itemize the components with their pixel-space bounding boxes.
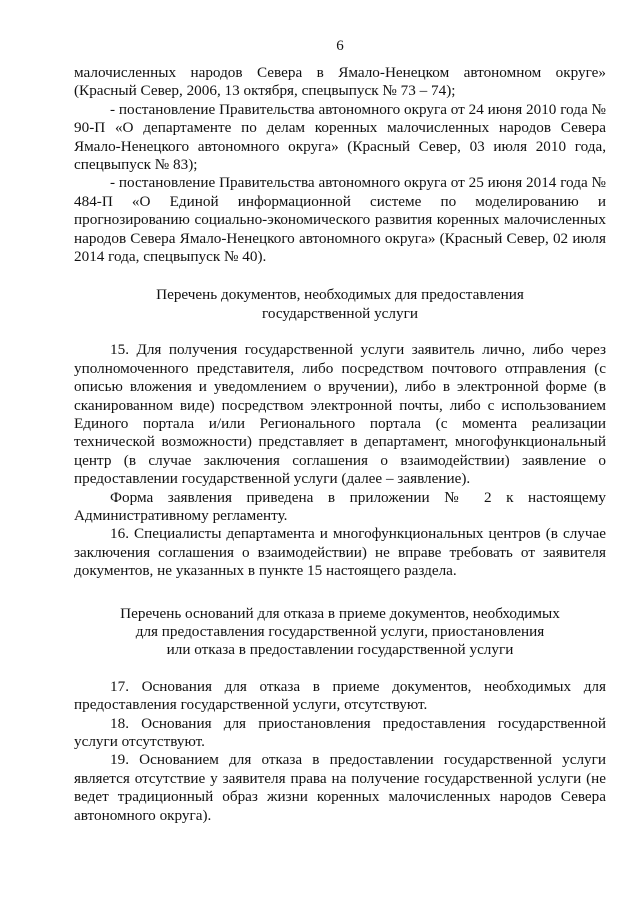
paragraph-18: 18. Основания для приостановления предоставления государственной услуги отсутствуют. bbox=[74, 714, 606, 750]
paragraph-16: 16. Специалисты департамента и многофункциональных центров (в случае заключения соглашения о взаимодействии) не вправе требовать от заявителя документов, не указанных в пункте 15 настоящего раздела. bbox=[74, 525, 606, 580]
paragraph-15-form: Форма заявления приведена в приложении № 2 к настоящему Административному регламенту. bbox=[74, 488, 606, 524]
document-body bbox=[74, 64, 606, 825]
paragraph-decree-484p: - постановление Правительства автономного округа от 25 июня 2014 года № 484-П «О Единой информационной системе по моделированию и прогнозированию социально-экономического развития коренных малочисленных народов Севера Ямало-Ненецкого автономного округа» (Красный Север, 02 июля 2014 года, спецвыпуск № 40). bbox=[74, 174, 606, 266]
section-heading-documents-line1: Перечень документов, необходимых для предоставления bbox=[156, 286, 524, 304]
section-heading-documents-line2: государственной услуги bbox=[262, 304, 418, 322]
paragraph-decree-90p: - постановление Правительства автономного округа от 24 июня 2010 года № 90-П «О департаменте по делам коренных малочисленных народов Севера Ямало-Ненецкого автономного округа» (Красный Север, 03 июля 2010 года, спецвыпуск № 83); bbox=[74, 100, 606, 174]
section-heading-refusal-line1: Перечень оснований для отказа в приеме документов, необходимых bbox=[120, 604, 560, 622]
section-heading-refusal-line3: или отказа в предоставлении государственной услуги bbox=[166, 641, 514, 659]
paragraph-19: 19. Основанием для отказа в предоставлении государственной услуги является отсутствие у заявителя права на получение государственной услуги (не ведет традиционный образ жизни коренных малочисленных народов Севера автономного округа). bbox=[74, 751, 606, 824]
page-number: 6 bbox=[336, 38, 344, 54]
paragraph-continuation: малочисленных народов Севера в Ямало-Ненецком автономном округе» (Красный Север, 2006, 13 октября, спецвыпуск № 73 – 74); bbox=[74, 64, 606, 100]
section-heading-refusal-line2: для предоставления государственной услуги, приостановления bbox=[135, 622, 545, 640]
paragraph-17: 17. Основания для отказа в приеме документов, необходимых для предоставления государственной услуги, отсутствуют. bbox=[74, 677, 606, 714]
paragraph-15: 15. Для получения государственной услуги заявитель лично, либо через уполномоченного представителя, либо посредством почтового отправления (с описью вложения и уведомлением о вручении), либо в электронной форме (в сканированном виде) посредством электронной почты, либо с использованием Единого портала и/или Регионального портала (с момента реализации технической возможности) представляет в департамент, многофункциональный центр (в случае заключения соглашения о взаимодействии) заявление о предоставлении государственной услуги (далее – заявление). bbox=[74, 341, 606, 488]
